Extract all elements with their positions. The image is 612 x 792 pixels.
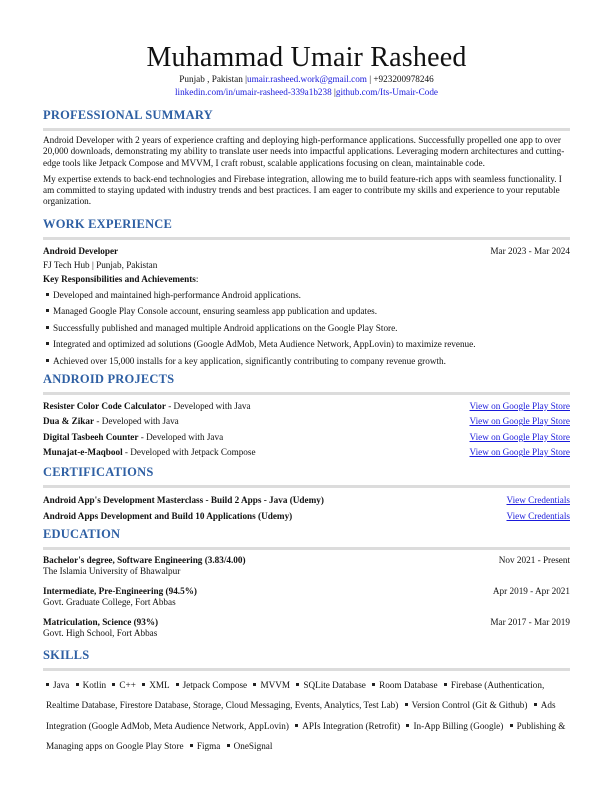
school: Govt. Graduate College, Fort Abbas [43, 596, 176, 607]
skill-item: Publishing & Managing apps on Google Play Store [46, 720, 566, 752]
bullet-icon [112, 683, 115, 686]
separator: | [334, 87, 336, 97]
section-divider [43, 547, 570, 550]
section-divider [43, 128, 570, 131]
github-link[interactable]: github.com/Its-Umair-Code [335, 87, 438, 97]
bullet-icon [296, 683, 299, 686]
bullet-icon [176, 683, 179, 686]
project-row: Munajat-e-Maqbool - Developed with Jetpack Compose View on Google Play Store [43, 445, 570, 461]
education-entry [43, 616, 570, 639]
section-title-skills: SKILLS [43, 647, 90, 662]
skills-list [43, 675, 570, 757]
section-divider [43, 392, 570, 395]
summary-paragraph-1: Android Developer with 2 years of experience crafting and deploying high-performance applications. Successfully propelled one app to over 20,000 downloads, demonstrating my ability to translate user needs into impactful applications. Leveraging modern architectures and cutting-edge tools like Jetpack Compose and MVVM, I craft robust, scalable applications focusing on clean, maintainable code. [43, 135, 565, 168]
bullet-icon [46, 326, 49, 329]
school: Govt. High School, Fort Abbas [43, 627, 158, 638]
project-row: Digital Tasbeeh Counter - Developed with Java View on Google Play Store [43, 430, 570, 446]
bullet-icon [534, 703, 537, 706]
bullet-icon [295, 724, 298, 727]
bullet-icon [46, 342, 49, 345]
certification-row [43, 492, 570, 508]
bullet-icon [46, 683, 49, 686]
bullet-icon [46, 359, 49, 362]
skill-item: Jetpack Compose [182, 679, 248, 690]
section-divider [43, 668, 570, 671]
certification-name: Android App's Development Masterclass - Build 2 Apps - Java (Udemy) [43, 494, 324, 505]
school: The Islamia University of Bhawalpur [43, 565, 181, 576]
bullet-icon [46, 293, 49, 296]
job-role: Android Developer [43, 245, 119, 256]
list-item: Successfully published and managed multiple Android applications on the Google Play Store. [43, 320, 570, 337]
responsibilities-heading: Key Responsibilities and Achievements: [43, 274, 199, 285]
project-row: Resister Color Code Calculator - Developed with Java View on Google Play Store [43, 399, 570, 415]
education-entry [43, 554, 570, 577]
job-dates: Mar 2023 - Mar 2024 [490, 245, 570, 256]
skill-item: Room Database [379, 679, 438, 690]
play-store-link[interactable]: View on Google Play Store [469, 400, 570, 411]
bullet-icon [253, 683, 256, 686]
job-company: FJ Tech Hub | Punjab, Pakistan [43, 260, 158, 271]
summary-paragraph-2: My expertise extends to back-end technologies and Firebase integration, allowing me to build feature-rich apps with seamless functionality. I am committed to staying updated with industry trends and best practices. I am eager to contribute my skills and experience to your reputable organization. [43, 173, 562, 207]
list-item: Achieved over 15,000 installs for a key application, significantly contributing to company revenue growth. [43, 353, 570, 370]
skill-item: Kotlin [82, 679, 107, 690]
degree: Bachelor's degree, Software Engineering (3.83/4.00) [43, 554, 246, 565]
skill-item: XML [149, 679, 170, 690]
skill-item: OneSignal [233, 741, 273, 752]
section-divider [43, 237, 570, 240]
project-name: Resister Color Code Calculator [43, 400, 166, 411]
responsibilities-list [43, 287, 570, 370]
education-dates: Mar 2017 - Mar 2019 [490, 616, 570, 627]
email-link[interactable]: umair.rasheed.work@gmail.com [246, 74, 367, 84]
list-item: Integrated and optimized ad solutions (Google AdMob, Meta Audience Network, AppLovin) to maximize revenue. [43, 336, 570, 353]
skill-item: Java [53, 679, 70, 690]
skill-item: In-App Billing (Google) [413, 720, 504, 731]
section-title-summary: PROFESSIONAL SUMMARY [43, 108, 213, 122]
skill-item: C++ [119, 679, 136, 690]
skill-item: Firebase (Authentication, Realtime Database, Firestore Database, Storage, Cloud Messaging, Events, Analytics, Test Lab) [46, 679, 545, 711]
skill-item: Ads Integration (Google AdMob, Meta Audience Network, AppLovin) [46, 700, 556, 731]
bullet-icon [372, 683, 375, 686]
certification-name: Android Apps Development and Build 10 Applications (Udemy) [43, 510, 293, 521]
contact-line-2 [43, 86, 570, 99]
play-store-link[interactable]: View on Google Play Store [469, 416, 570, 427]
phone: | +923200978246 [369, 74, 434, 84]
list-item: Developed and maintained high-performance Android applications. [43, 287, 570, 304]
resume-page [43, 0, 570, 757]
job-header [43, 244, 570, 258]
degree: Matriculation, Science (93%) [43, 616, 159, 627]
bullet-icon [227, 744, 230, 747]
contact-line-1 [43, 73, 570, 86]
education-dates: Apr 2019 - Apr 2021 [492, 585, 570, 596]
bullet-icon [444, 683, 447, 686]
view-credentials-link[interactable]: View Credentials [506, 510, 570, 521]
education-entry [43, 585, 570, 608]
section-title-work: WORK EXPERIENCE [43, 216, 173, 231]
skill-item: Figma [196, 741, 221, 752]
bullet-icon [46, 309, 49, 312]
section-title-certifications: CERTIFICATIONS [43, 464, 154, 479]
skill-item: SQLite Database [303, 679, 366, 690]
list-item: Managed Google Play Console account, ensuring seamless app publication and updates. [43, 303, 570, 320]
project-row: Dua & Zikar - Developed with Java View on Google Play Store [43, 414, 570, 430]
skill-item: APIs Integration (Retrofit) [302, 720, 401, 731]
bullet-icon [510, 724, 513, 727]
view-credentials-link[interactable]: View Credentials [506, 494, 570, 505]
certification-row [43, 508, 570, 524]
project-name: Digital Tasbeeh Counter [43, 431, 139, 442]
play-store-link[interactable]: View on Google Play Store [469, 431, 570, 442]
skill-item: Version Control (Git & Github) [411, 700, 528, 711]
section-title-education: EDUCATION [43, 526, 121, 541]
project-name: Dua & Zikar [43, 416, 95, 427]
bullet-icon [190, 744, 193, 747]
skill-item: MVVM [260, 679, 291, 690]
linkedin-link[interactable]: linkedin.com/in/umair-rasheed-339a1b238 [174, 87, 332, 97]
bullet-icon [76, 683, 79, 686]
bullet-icon [406, 724, 409, 727]
location: Punjab , Pakistan | [179, 74, 247, 84]
bullet-icon [405, 703, 408, 706]
project-name: Munajat-e-Maqbool [43, 447, 123, 458]
education-dates: Nov 2021 - Present [498, 554, 570, 565]
section-title-projects: ANDROID PROJECTS [43, 371, 175, 386]
degree: Intermediate, Pre-Engineering (94.5%) [43, 585, 197, 596]
bullet-icon [142, 683, 145, 686]
candidate-name: Muhammad Umair Rasheed [146, 42, 467, 73]
section-divider [43, 485, 570, 488]
play-store-link[interactable]: View on Google Play Store [469, 447, 570, 458]
